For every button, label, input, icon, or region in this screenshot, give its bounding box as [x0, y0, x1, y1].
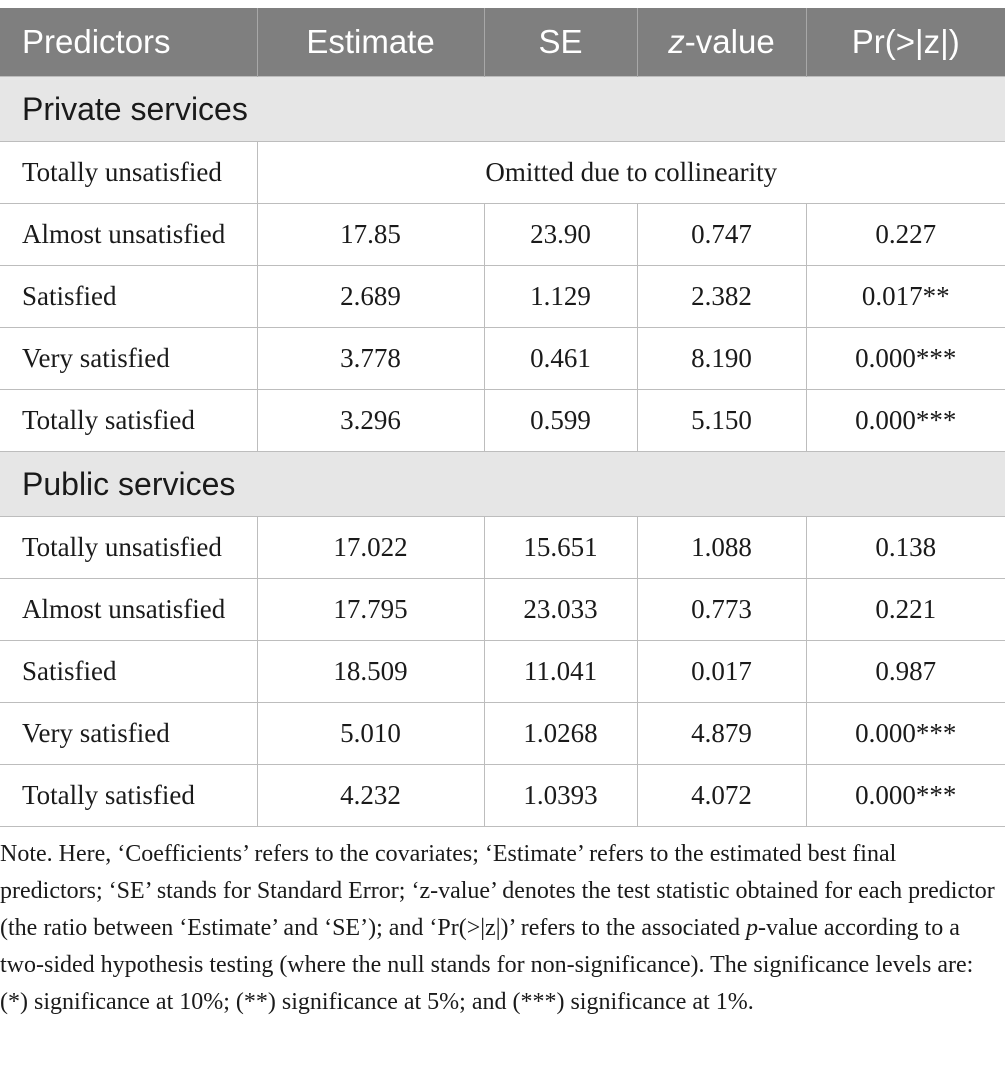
estimate-cell: 18.509: [257, 641, 484, 703]
se-cell: 23.90: [484, 204, 637, 266]
row-label: Satisfied: [0, 641, 257, 703]
estimate-cell: 2.689: [257, 266, 484, 328]
section-row-private: [0, 77, 1005, 142]
row-label: Almost unsatisfied: [0, 579, 257, 641]
z-cell: 1.088: [637, 517, 806, 579]
header-predictors: Predictors: [0, 8, 257, 77]
estimate-cell: 3.296: [257, 390, 484, 452]
table-note: [0, 836, 1000, 1021]
table-row: [0, 703, 1005, 765]
p-cell: 0.221: [806, 579, 1005, 641]
results-table: [0, 8, 1005, 827]
row-label: Satisfied: [0, 266, 257, 328]
estimate-cell: 17.795: [257, 579, 484, 641]
header-z-value: [637, 8, 806, 77]
header-z-rest: -value: [684, 23, 775, 60]
estimate-cell: 17.85: [257, 204, 484, 266]
z-cell: 8.190: [637, 328, 806, 390]
z-cell: 4.072: [637, 765, 806, 827]
estimate-cell: 17.022: [257, 517, 484, 579]
header-se: SE: [484, 8, 637, 77]
p-cell: 0.227: [806, 204, 1005, 266]
p-cell: 0.000***: [806, 703, 1005, 765]
z-cell: 0.773: [637, 579, 806, 641]
se-cell: 0.599: [484, 390, 637, 452]
table-row: [0, 266, 1005, 328]
estimate-cell: 4.232: [257, 765, 484, 827]
section-title: Public services: [0, 452, 1005, 517]
z-cell: 0.017: [637, 641, 806, 703]
p-cell: 0.138: [806, 517, 1005, 579]
table-row: [0, 390, 1005, 452]
z-cell: 5.150: [637, 390, 806, 452]
row-label: Almost unsatisfied: [0, 204, 257, 266]
table-row: [0, 142, 1005, 204]
p-cell: 0.987: [806, 641, 1005, 703]
se-cell: 1.0268: [484, 703, 637, 765]
p-cell: 0.000***: [806, 765, 1005, 827]
note-p-italic: p: [745, 915, 758, 941]
header-row: [0, 8, 1005, 77]
se-cell: 0.461: [484, 328, 637, 390]
table-row: [0, 641, 1005, 703]
header-estimate: Estimate: [257, 8, 484, 77]
table-row: [0, 765, 1005, 827]
estimate-cell: 3.778: [257, 328, 484, 390]
merged-cell: Omitted due to collinearity: [257, 142, 1005, 204]
note-text-part1: Note. Here, ‘Coefficients’ refers to the covariates; ‘Estimate’ refers to the estimated best final predictors; ‘SE’ stands for Standard Error; ‘z-value’ denotes the test statistic obtained for each predictor (the ratio between ‘Estimate’ and ‘SE’); and ‘Pr(>|z|)’ refers to the associated: [0, 841, 995, 941]
table-row: [0, 579, 1005, 641]
se-cell: 1.0393: [484, 765, 637, 827]
section-row-public: [0, 452, 1005, 517]
p-cell: 0.000***: [806, 328, 1005, 390]
se-cell: 15.651: [484, 517, 637, 579]
se-cell: 1.129: [484, 266, 637, 328]
row-label: Totally unsatisfied: [0, 142, 257, 204]
z-cell: 0.747: [637, 204, 806, 266]
row-label: Very satisfied: [0, 328, 257, 390]
header-z-italic: z: [668, 23, 685, 60]
table-row: [0, 204, 1005, 266]
p-cell: 0.017**: [806, 266, 1005, 328]
estimate-cell: 5.010: [257, 703, 484, 765]
p-cell: 0.000***: [806, 390, 1005, 452]
z-cell: 2.382: [637, 266, 806, 328]
table-row: [0, 517, 1005, 579]
z-cell: 4.879: [637, 703, 806, 765]
row-label: Very satisfied: [0, 703, 257, 765]
se-cell: 11.041: [484, 641, 637, 703]
results-table-container: [0, 8, 1005, 827]
row-label: Totally satisfied: [0, 765, 257, 827]
note-text-part2: -value according to a two-sided hypothesis testing (where the null stands for non-significance). The significance levels are: (*) significance at 10%; (**) significance at 5%; and (***) significance at 1%.: [0, 915, 974, 1015]
section-title: Private services: [0, 77, 1005, 142]
header-pr: Pr(>|z|): [806, 8, 1005, 77]
se-cell: 23.033: [484, 579, 637, 641]
row-label: Totally unsatisfied: [0, 517, 257, 579]
row-label: Totally satisfied: [0, 390, 257, 452]
table-row: [0, 328, 1005, 390]
